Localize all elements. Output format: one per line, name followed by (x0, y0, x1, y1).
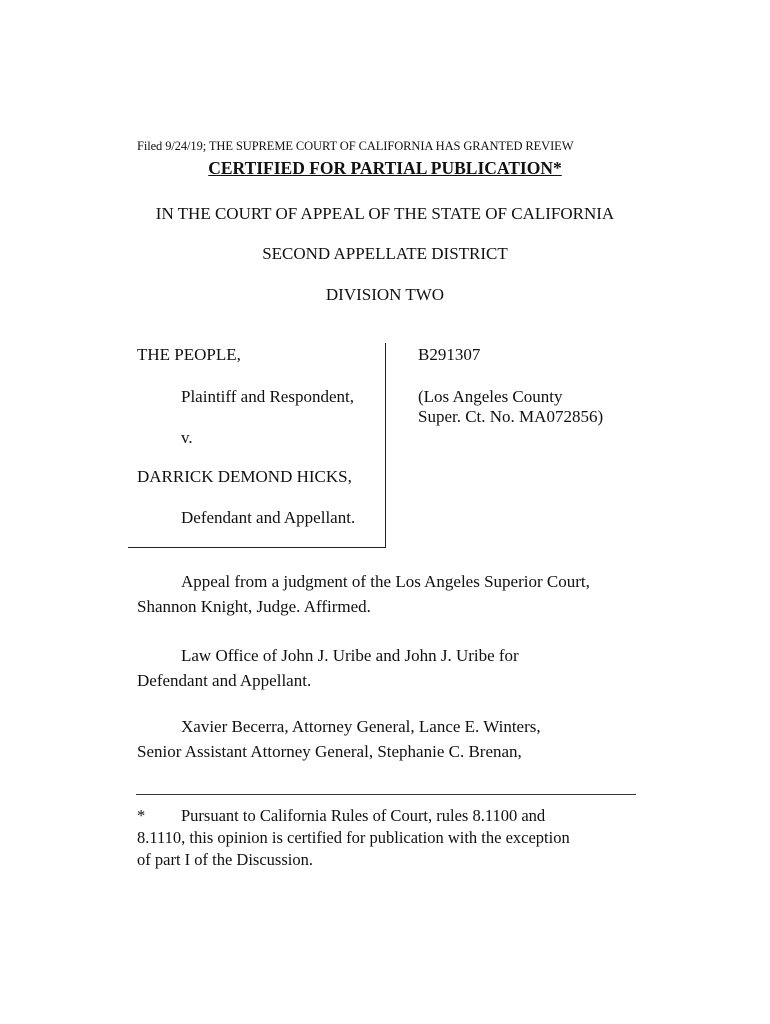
case-number: B291307 (418, 345, 481, 364)
appeal-line-2: Shannon Knight, Judge. Affirmed. (137, 596, 371, 616)
footnote-line-1: Pursuant to California Rules of Court, rules 8.1100 and (181, 806, 546, 825)
plaintiff-name: THE PEOPLE, (137, 345, 241, 364)
plaintiff-counsel-line-1: Xavier Becerra, Attorney General, Lance E. Winters, (181, 717, 541, 736)
court-name: IN THE COURT OF APPEAL OF THE STATE OF CALIFORNIA (155, 204, 615, 223)
versus: v. (181, 428, 193, 447)
division: DIVISION TWO (325, 285, 445, 304)
lower-court-line-2: Super. Ct. No. MA072856) (418, 407, 604, 426)
defendant-name: DARRICK DEMOND HICKS, (137, 467, 352, 486)
appellate-district: SECOND APPELLATE DISTRICT (262, 244, 508, 263)
defendant-role: Defendant and Appellant. (181, 508, 356, 527)
filed-notice: Filed 9/24/19; THE SUPREME COURT OF CALIFORNIA HAS GRANTED REVIEW (137, 139, 574, 153)
footnote-line-3: of part I of the Discussion. (137, 850, 313, 869)
footnote-marker: * (137, 806, 146, 825)
defendant-counsel-paragraph (137, 644, 519, 693)
footnote (137, 805, 570, 871)
certification-heading: CERTIFIED FOR PARTIAL PUBLICATION* (208, 158, 562, 178)
plaintiff-role: Plaintiff and Respondent, (181, 387, 354, 406)
plaintiff-counsel-line-2: Senior Assistant Attorney General, Stephanie C. Brenan, (137, 741, 522, 761)
footnote-line-2: 8.1110, this opinion is certified for publication with the exception (137, 828, 570, 847)
defendant-counsel-line-1: Law Office of John J. Uribe and John J. Uribe for (181, 646, 519, 665)
footnote-divider (136, 794, 636, 795)
lower-court-line-1: (Los Angeles County (418, 387, 563, 406)
defendant-counsel-line-2: Defendant and Appellant. (137, 670, 312, 690)
plaintiff-counsel-paragraph (137, 715, 541, 764)
appeal-line-1: Appeal from a judgment of the Los Angeles Superior Court, (181, 572, 590, 591)
appeal-paragraph (137, 570, 590, 619)
